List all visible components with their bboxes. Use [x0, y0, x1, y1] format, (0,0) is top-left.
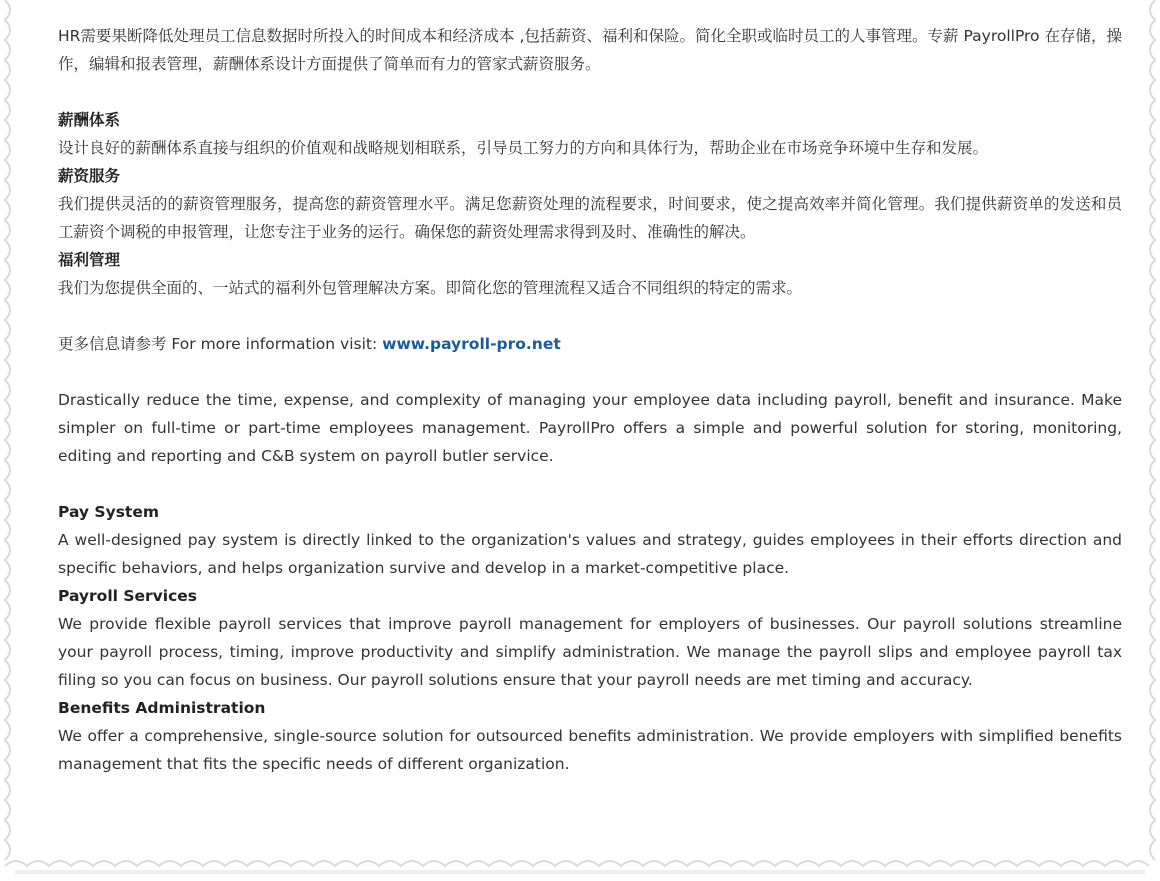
- en-body-benefits: We offer a comprehensive, single-source solution for outsourced benefits administration. We provide employers with simplified benefits management that fits the specific needs of different organization.: [58, 727, 1122, 773]
- en-intro: Drastically reduce the time, expense, and complexity of managing your employee data including payroll, benefit and insurance. Make simpler on full-time or part-time employees management. PayrollPro offers a simple and powerful solution for storing, monitoring, editing and reporting and C&B system on payroll butler service.: [58, 391, 1122, 465]
- more-info-label: 更多信息请参考 For more information visit:: [58, 335, 383, 353]
- en-body-pay-system: A well-designed pay system is directly linked to the organization's values and strategy, guides employees in their efforts direction and specific behaviors, and helps organization survive and develop in a market-competitive place.: [58, 531, 1122, 577]
- en-heading-pay-system: Pay System: [58, 503, 159, 521]
- zh-body-payroll-services: 我们提供灵活的的薪资管理服务，提高您的薪资管理水平。满足您薪资处理的流程要求，时间要求，使之提高效率并简化管理。我们提供薪资单的发送和员工薪资个调税的申报管理，让您专注于业务的运行。确保您的薪资处理需求得到及时、准确性的解决。: [58, 195, 1122, 241]
- zh-body-pay-system: 设计良好的薪酬体系直接与组织的价值观和战略规划相联系，引导员工努力的方向和具体行为，帮助企业在市场竞争环境中生存和发展。: [58, 139, 989, 157]
- border-bottom-edge: [5, 861, 1149, 866]
- spacer: [58, 78, 1122, 106]
- zh-body-benefits: 我们为您提供全面的、一站式的福利外包管理解决方案。即简化您的管理流程又适合不同组织的特定的需求。: [58, 279, 803, 297]
- border-right-edge: [1150, 0, 1155, 860]
- content-area: [58, 22, 1122, 778]
- border-left-edge: [5, 0, 10, 860]
- en-body-payroll-services: We provide flexible payroll services that improve payroll management for employers of businesses. Our payroll solutions streamline your payroll process, timing, improve productivity and simplify administration. We manage the payroll slips and employee payroll tax filing so you can focus on business. Our payroll solutions ensure that your payroll needs are met timing and accuracy.: [58, 615, 1122, 689]
- spacer: [58, 302, 1122, 330]
- en-heading-benefits: Benefits Administration: [58, 699, 266, 717]
- spacer: [58, 358, 1122, 386]
- zh-heading-pay-system: 薪酬体系: [58, 111, 121, 129]
- en-heading-payroll-services: Payroll Services: [58, 587, 198, 605]
- zh-heading-benefits: 福利管理: [58, 251, 121, 269]
- more-info-line: [58, 330, 1122, 358]
- zh-intro: HR需要果断降低处理员工信息数据时所投入的时间成本和经济成本 ,包括薪资、福利和保险。简化全职或临时员工的人事管理。专薪 PayrollPro 在存储，操作，编辑和报表管理，薪酬体系设计方面提供了简单而有力的管家式薪资服务。: [58, 27, 1122, 73]
- website-link[interactable]: www.payroll-pro.net: [382, 335, 561, 353]
- spacer: [58, 470, 1122, 498]
- zh-heading-payroll-services: 薪资服务: [58, 167, 121, 185]
